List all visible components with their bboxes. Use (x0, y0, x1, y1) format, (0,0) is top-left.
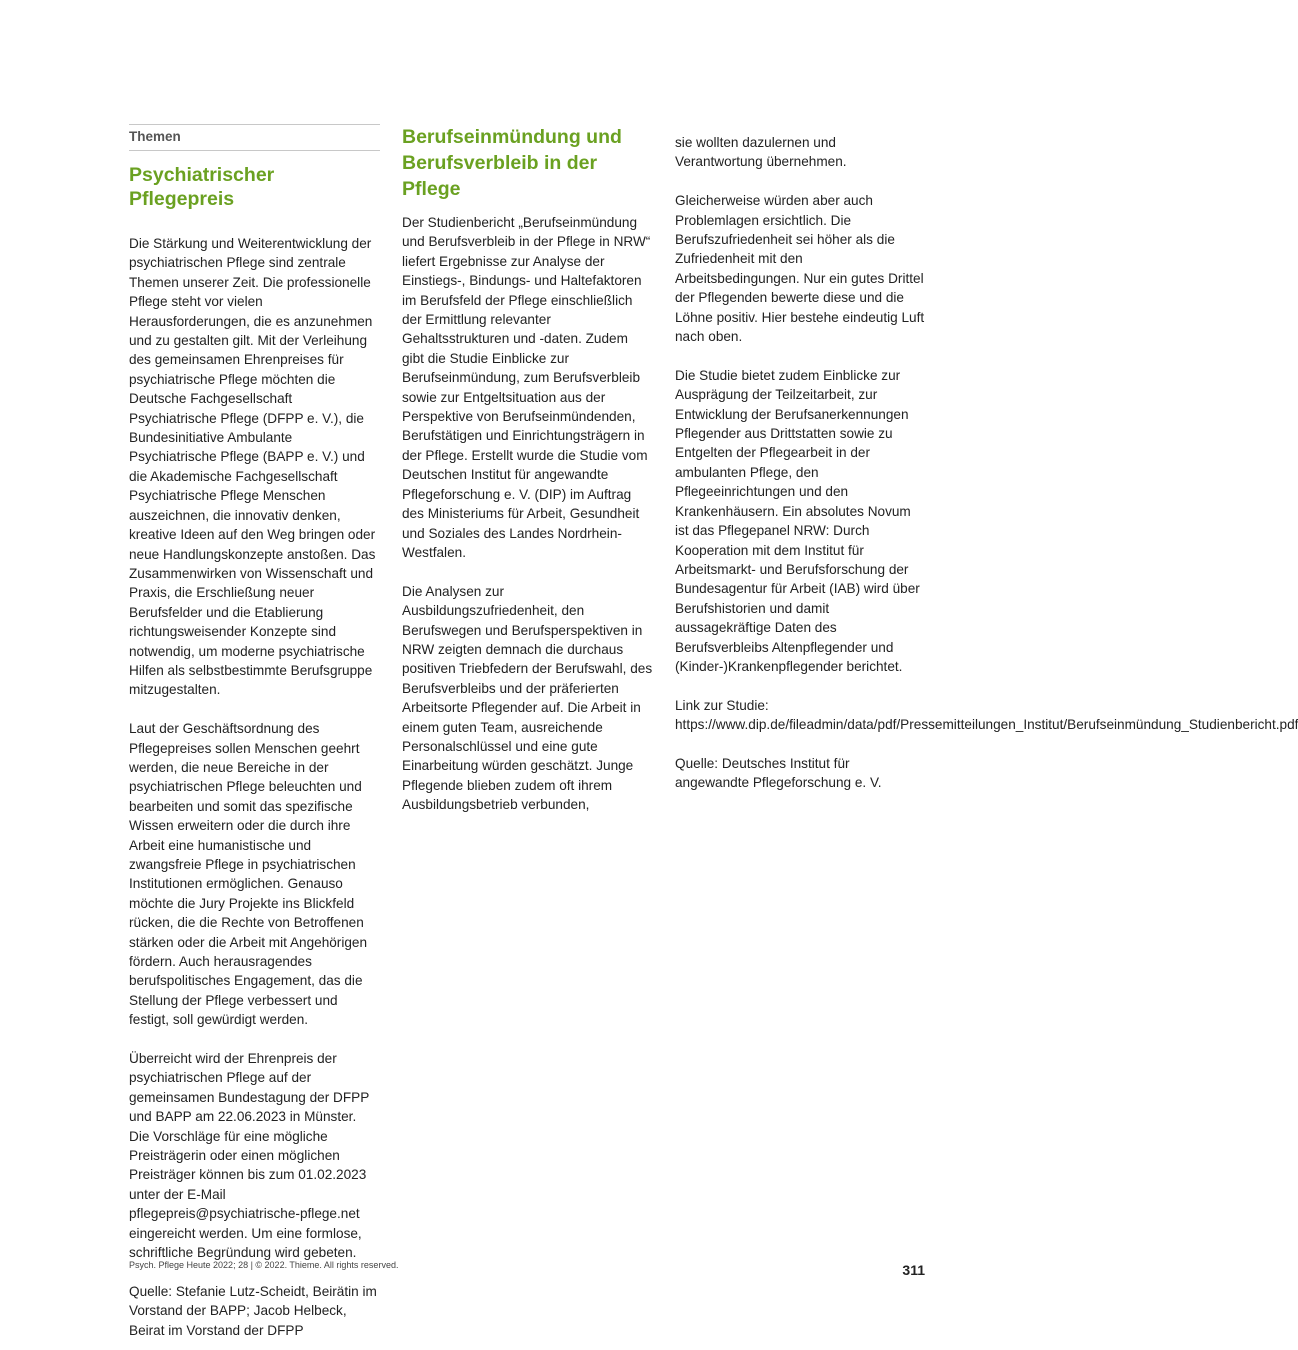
section-label: Themen (129, 124, 380, 151)
page-number: 311 (902, 1262, 925, 1278)
study-link[interactable]: Link zur Studie: https://www.dip.de/fileadmin/data/pdf/Pressemitteilungen_Institut/Berufseinmündung_Studienbericht.pdf (675, 697, 1298, 733)
article1-source: Quelle: Stefanie Lutz-Scheidt, Beirätin im Vorstand der BAPP; Jacob Helbeck, Beirat im Vorstand der DFPP (129, 1283, 377, 1338)
article2-paragraph: Die Analysen zur Ausbildungszufriedenheit, den Berufswegen und Berufsperspektiven in NRW zeigten demnach die durchaus positiven Triebfedern der Berufswahl, des Berufsverbleibs und der präferierten Arbeitsorte Pflegender auf. Die Arbeit in einem guten Team, ausreichende Personalschlüssel und eine gute Einarbeitung würden geschätzt. Junge Pflegende blieben zudem oft ihrem Ausbildungsbetrieb verbunden, (402, 583, 653, 813)
column-1 (129, 124, 380, 1340)
article2-paragraph: Der Studienbericht „Berufseinmündung und Berufsverbleib in der Pflege in NRW“ liefert Ergebnisse zur Analyse der Einstiegs-, Bindungs- und Haltefaktoren im Berufsfeld der Pflege einschließlich der Ermittlung relevanter Gehaltsstrukturen und -daten. Zudem gibt die Studie Einblicke zur Berufseinmündung, zum Berufsverbleib sowie zur Entgeltsituation aus der Perspektive von Berufseinmündenden, Berufstätigen und Einrichtungsträgern in der Pflege. Erstellt wurde die Studie vom Deutschen Institut für angewandte Pflegeforschung e. V. (DIP) im Auftrag des Ministeriums für Arbeit, Gesundheit und Soziales des Landes Nordrhein-Westfalen. (402, 215, 651, 560)
article2-paragraph: Gleicherweise würden aber auch Problemlagen ersichtlich. Die Berufszufriedenheit sei höher als die Zufriedenheit mit den Arbeitsbedingungen. Nur ein gutes Drittel der Pflegenden bewerte diese und die Löhne positiv. Hier bestehe eindeutig Luft nach oben. (675, 193, 925, 345)
article-title-berufseinmuendung: Berufseinmündung und Berufsverbleib in der Pflege (402, 126, 622, 200)
article-title-pflegepreis: Psychiatrischer Pflegepreis (129, 164, 275, 210)
article2-source: Quelle: Deutsches Institut für angewandte Pflegeforschung e. V. (675, 755, 882, 791)
column-3 (675, 133, 1298, 793)
article1-paragraph: Die Stärkung und Weiterentwicklung der psychiatrischen Pflege sind zentrale Themen unserer Zeit. Die professionelle Pflege steht vor vielen Herausforderungen, die es anzunehmen und zu gestalten gilt. Mit der Verleihung des gemeinsamen Ehrenpreises für psychiatrische Pflege möchten die Deutsche Fachgesellschaft Psychiatrische Pflege (DFPP e. V.), die Bundesinitiative Ambulante Psychiatrische Pflege (BAPP e. V.) und die Akademische Fachgesellschaft Psychiatrische Pflege Menschen auszeichnen, die innovativ denken, kreative Ideen auf den Weg bringen oder neue Handlungskonzepte anstoßen. Das Zusammenwirken von Wissenschaft und Praxis, die Erschließung neuer Berufsfelder und die Etablierung richtungsweisender Konzepte sind notwendig, um moderne psychiatrische Hilfen als selbstbestimmte Berufsgruppe mitzugestalten. (129, 236, 376, 698)
article2-paragraph: Die Studie bietet zudem Einblicke zur Ausprägung der Teilzeitarbeit, zur Entwicklung der Berufsanerkennungen Pflegender aus Drittstatten sowie zu Entgelten der Pflegearbeit in der ambulanten Pflege, den Pflegeeinrichtungen und den Krankenhäusern. Ein absolutes Novum ist das Pflegepanel NRW: Durch Kooperation mit dem Institut für Arbeitsmarkt- und Berufsforschung der Bundesagentur für Arbeit (IAB) wird über Berufshistorien und damit aussagekräftige Daten des Berufsverbleibs Altenpflegender und (Kinder-)Krankenpflegender berichtet. (675, 367, 920, 674)
article2-paragraph: sie wollten dazulernen und Verantwortung übernehmen. (675, 135, 847, 170)
article1-paragraph: Laut der Geschäftsordnung des Pflegepreises sollen Menschen geehrt werden, die neue Bereiche in der psychiatrischen Pflege beleuchten und bearbeiten und somit das spezifische Wissen erweitern oder die durch ihre Arbeit eine humanistische und zwangsfreie Pflege in psychiatrischen Institutionen ermöglichen. Genauso möchte die Jury Projekte ins Blickfeld rücken, die die Rechte von Betroffenen stärken oder die Arbeit mit Angehörigen fördern. Auch herausragendes berufspolitisches Engagement, das die Stellung der Pflege verbessert und festigt, soll gewürdigt werden. (129, 721, 368, 1028)
column-2 (402, 124, 653, 815)
footer-citation: Psych. Pflege Heute 2022; 28 | © 2022. Thieme. All rights reserved. (129, 1260, 399, 1270)
article1-paragraph: Überreicht wird der Ehrenpreis der psychiatrischen Pflege auf der gemeinsamen Bundestagung der DFPP und BAPP am 22.06.2023 in Münster. Die Vorschläge für eine mögliche Preisträgerin oder einen möglichen Preisträger können bis zum 01.02.2023 unter der E-Mail pflegepreis@psychiatrische-pflege.net eingereicht werden. Um eine formlose, schriftliche Begründung wird gebeten. (129, 1051, 370, 1261)
